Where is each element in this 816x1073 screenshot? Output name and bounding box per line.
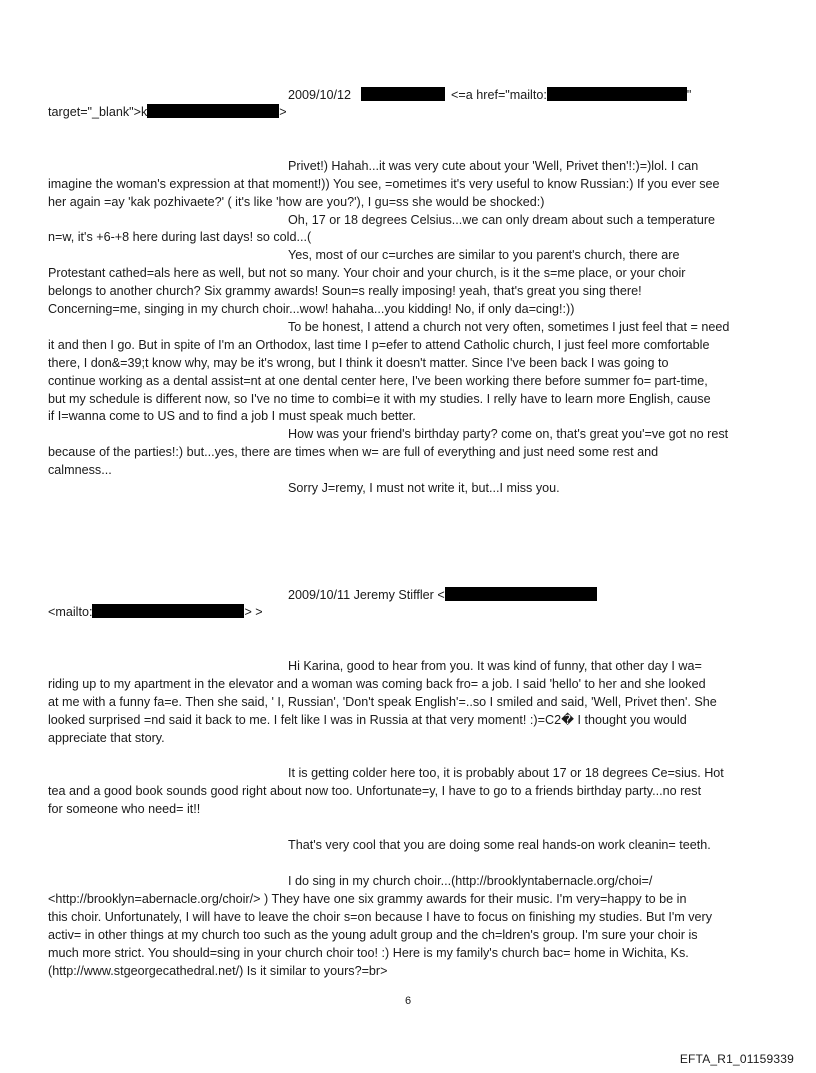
email1-p4-l3: there, I don&=39;t know why, may be it's wrong, but I think it doesn't matter. Since I've been back I was going to	[48, 356, 669, 370]
redaction-box	[547, 87, 687, 101]
redaction-box	[92, 604, 244, 618]
redaction-box	[361, 87, 445, 101]
email2-p1-l3: at me with a funny fa=e. Then she said, ' I, Russian', 'Don't speak English'=..so I smiled and said, 'Well, Privet then'. She	[48, 695, 717, 709]
email1-p3-l2: Protestant cathed=als here as well, but not so many. Your choir and your church, is it the s=me place, or your choir	[48, 266, 686, 280]
email2-p1-l1: Hi Karina, good to hear from you. It was kind of funny, that other day I wa=	[288, 659, 702, 673]
email2-p1-l5: appreciate that story.	[48, 731, 165, 745]
email2-p4-l4: activ= in other things at my church too such as the young adult group and the ch=ldren's group. I'm sure your choir is	[48, 928, 698, 942]
email1-p1-l1: Privet!) Hahah...it was very cute about your 'Well, Privet then'!:)=)lol. I can	[288, 159, 699, 173]
email2-header-close: > >	[244, 605, 263, 619]
email2-p4-l6: (http://www.stgeorgecathedral.net/) Is it similar to yours?=br>	[48, 964, 388, 978]
redaction-box	[147, 104, 279, 118]
email2-p4-l2: <http://brooklyn=abernacle.org/choir/> ) They have one six grammy awards for their music. I'm very=happy to be in	[48, 892, 687, 906]
email2-p2-l2: tea and a good book sounds good right about now too. Unfortunate=y, I have to go to a friends birthday party...no rest	[48, 784, 702, 798]
email1-p1-l2: imagine the woman's expression at that moment!)) You see, =ometimes it's very useful to know Russian:) If you ever see	[48, 177, 720, 191]
email1-p5-l2: because of the parties!:) but...yes, there are times when w= are full of everything and just need some rest and	[48, 445, 659, 459]
email1-header-href-suffix: "	[686, 88, 692, 102]
email2-p3-l1: That's very cool that you are doing some real hands-on work cleanin= teeth.	[288, 838, 711, 852]
email2-p4-l3: this choir. Unfortunately, I will have to leave the choir s=on because I have to focus on finishing my studies. But I'm very	[48, 910, 713, 924]
email1-p2-l1: Oh, 17 or 18 degrees Celsius...we can only dream about such a temperature	[288, 213, 716, 227]
email1-p6-l1: Sorry J=remy, I must not write it, but...I miss you.	[288, 481, 560, 495]
email1-header-date: 2009/10/12	[288, 88, 352, 102]
email1-p5-l1: How was your friend's birthday party? come on, that's great you'=ve got no rest	[288, 427, 729, 441]
email2-header-mailto: <mailto:	[48, 605, 93, 619]
email2-p2-l3: for someone who need= it!!	[48, 802, 201, 816]
email1-header-target: target="_blank">k	[48, 105, 148, 119]
email2-p2-l1: It is getting colder here too, it is probably about 17 or 18 degrees Ce=sius. Hot	[288, 766, 724, 780]
email1-p5-l3: calmness...	[48, 463, 112, 477]
redaction-box	[445, 587, 597, 601]
email1-header-line1	[288, 86, 691, 104]
email2-header-line1	[288, 586, 597, 604]
email1-p3-l4: Concerning=me, singing in my church choir...wow! hahaha...you kidding! No, if only da=cing!:))	[48, 302, 575, 316]
email2-header-sender: 2009/10/11 Jeremy Stiffler <	[288, 588, 445, 602]
email2-p4-l1: I do sing in my church choir...(http://brooklyntabernacle.org/choi=/	[288, 874, 653, 888]
email2-p4-l5: much more strict. You should=sing in your church choir too! :) Here is my family's church bac= home in Wichita, Ks.	[48, 946, 689, 960]
email1-p4-l6: if I=wanna come to US and to find a job I must speak much better.	[48, 409, 416, 423]
email1-p4-l4: continue working as a dental assist=nt at one dental center here, I've been working there before summer fo= part-time,	[48, 374, 708, 388]
email2-p1-l2: riding up to my apartment in the elevator and a woman was coming back fro= a job. I said 'hello' to her and she looked	[48, 677, 706, 691]
email1-p3-l3: belongs to another church? Six grammy awards! Soun=s really imposing! yeah, that's great you sing there!	[48, 284, 642, 298]
email1-p2-l2: n=w, it's +6-+8 here during last days! so cold...(	[48, 230, 312, 244]
email2-p1-l4: looked surprised =nd said it back to me. I felt like I was in Russia at that very moment! :)=C2� I thought you would	[48, 713, 687, 727]
email1-p4-l1: To be honest, I attend a church not very often, sometimes I just feel that = need	[288, 320, 730, 334]
bates-number: EFTA_R1_01159339	[679, 1052, 794, 1066]
email1-p4-l5: but my schedule is different now, so I've no time to combi=e it with my studies. I relly have to learn more English, cause	[48, 392, 711, 406]
email2-header-line2	[48, 603, 263, 621]
email1-p4-l2: it and then I go. But in spite of I'm an Orthodox, last time I p=efer to attend Catholic church, I just feel more comfortable	[48, 338, 710, 352]
email1-p3-l1: Yes, most of our c=urches are similar to you parent's church, there are	[288, 248, 680, 262]
email1-header-close: >	[279, 105, 287, 119]
page-number: 6	[404, 995, 412, 1007]
email1-header-line2	[48, 103, 287, 121]
email1-p1-l3: her again =ay 'kak pozhivaete?' ( it's like 'how are you?'), I gu=ss she would be shocked:)	[48, 195, 545, 209]
email1-header-href-prefix: <=a href="mailto:	[451, 88, 547, 102]
